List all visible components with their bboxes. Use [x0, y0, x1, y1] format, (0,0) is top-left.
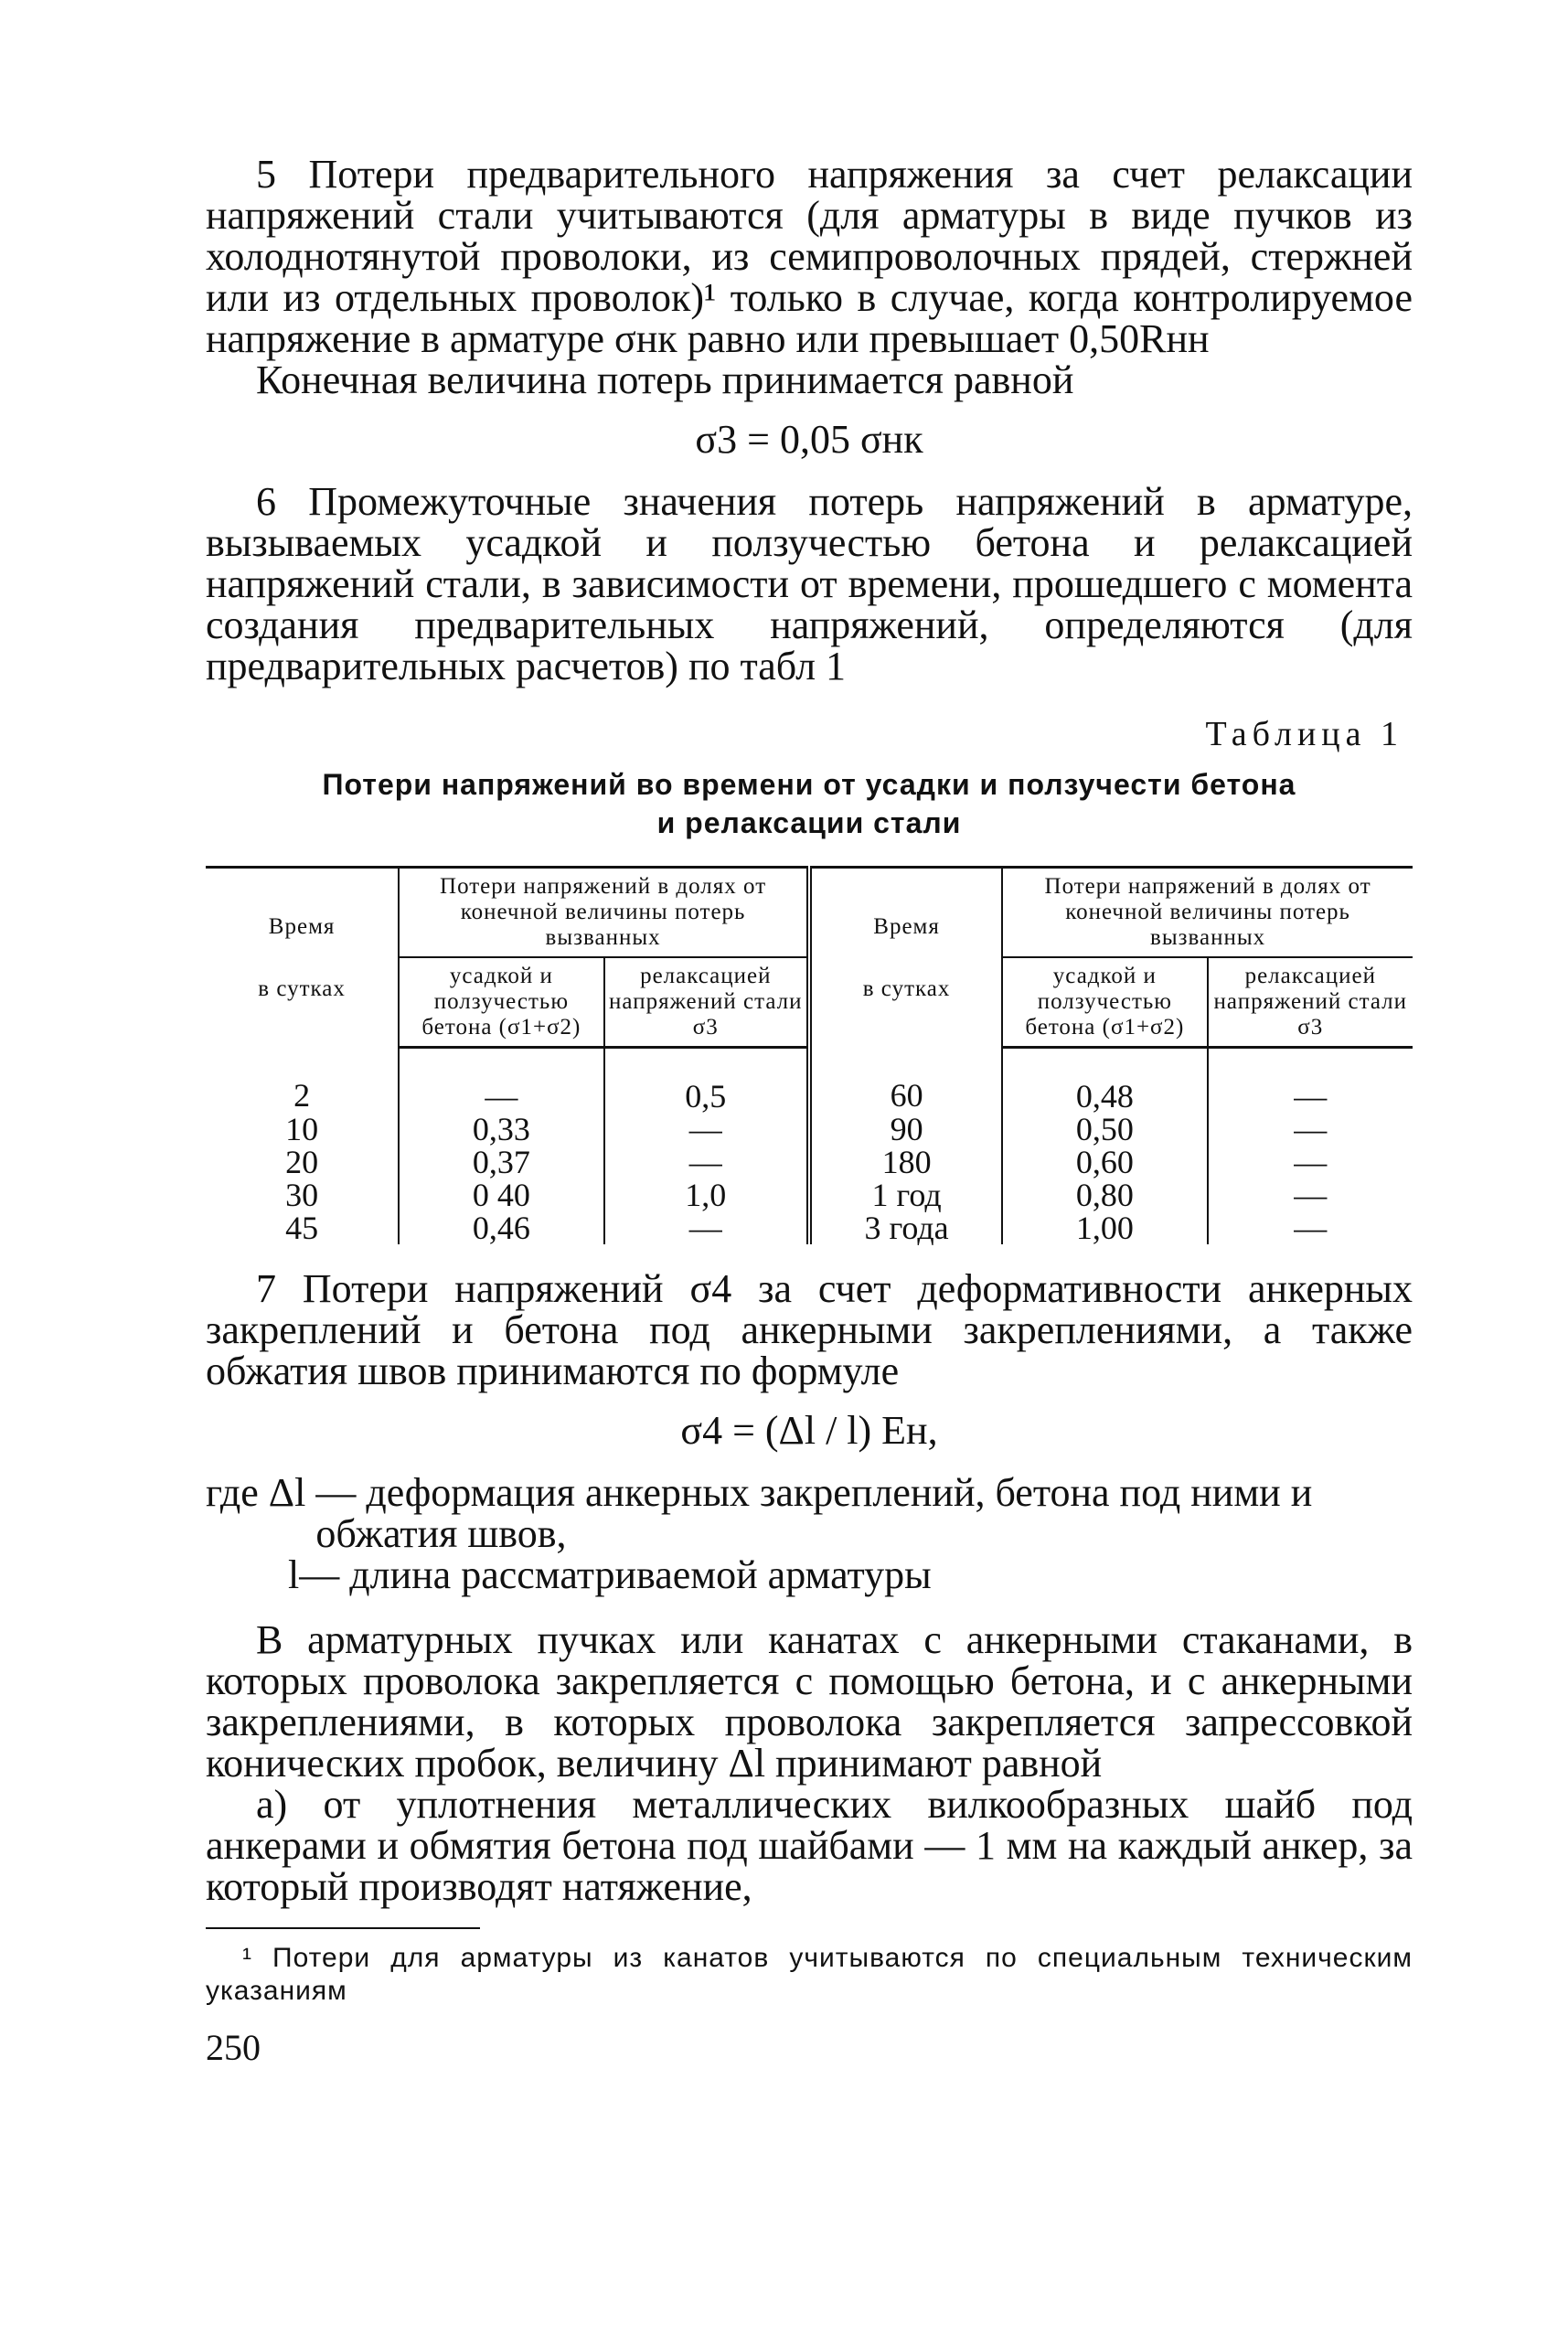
header-shrink-left: усадкой и ползучестью бетона (σ1+σ2) [399, 957, 603, 1048]
header-relax-right: релаксацией напряжений стали σ3 [1208, 957, 1413, 1048]
definition-delta-l: где Δl — деформация анкерных закреплений, бетона под ними и обжатия швов, [206, 1470, 1313, 1556]
definitions [206, 1472, 1413, 1595]
paragraph-8: В арматурных пучках или канатах с анкерными стаканами, в которых проволока закрепляется с помощью бетона, и с анкерными закреплениями, в которых проволока закрепляется запрессовкой конических пробок, величину Δl принимают равной [206, 1617, 1413, 1786]
table-row: 2 — 0,5 60 0,48 — [206, 1048, 1413, 1114]
header-time-left: Время в сутках [206, 868, 399, 1048]
definition-l: l — длина рассматриваемой арматуры [288, 1552, 932, 1597]
spacer [206, 1244, 1413, 1268]
paragraph-7: 7 Потери напряжений σ4 за счет деформативности анкерных закреплений и бетона под анкерными закреплениями, а также обжатия швов принимаются по формуле [206, 1266, 1413, 1393]
formula-sigma-3: σ3 = 0,05 σнк [695, 417, 923, 462]
paragraph-6: 6 Промежуточные значения потерь напряжений в арматуре, вызываемых усадкой и ползучестью бетона и релаксацией напряжений стали, в зависимости от времени, прошедшего с момента создания предварительных напряжений, определяются (для предварительных расчетов) по табл 1 [206, 479, 1413, 688]
table-caption: Таблица 1 [1205, 715, 1403, 753]
table-row: 10 0,33 — 90 0,50 — [206, 1113, 1413, 1146]
header-shrink-right: усадкой и ползучестью бетона (σ1+σ2) [1002, 957, 1207, 1048]
header-relax-left: релаксацией напряжений стали σ3 [604, 957, 809, 1048]
table-title [206, 765, 1413, 842]
table-row: 20 0,37 — 180 0,60 — [206, 1146, 1413, 1178]
paragraph-8a: а) от уплотнения металлических вилкообразных шайб под анкерами и обмятия бетона под шайбами — 1 мм на каждый анкер, за который производят натяжение, [206, 1782, 1413, 1909]
table-row: 30 0 40 1,0 1 год 0,80 — [206, 1178, 1413, 1211]
page-number: 250 [206, 2027, 261, 2068]
spacer [206, 1595, 1413, 1619]
footnote-divider [206, 1927, 480, 1929]
table-title-line-2: и релаксации стали [656, 806, 962, 839]
formula-sigma-4: σ4 = (Δl / l) Eн, [680, 1408, 938, 1453]
table-title-line-1: Потери напряжений во времени от усадки и ползучести бетона [322, 768, 1296, 801]
page-content [206, 154, 1413, 2069]
paragraph-5-continued: Конечная величина потерь принимается равной [256, 357, 1074, 402]
footnote: ¹ Потери для арматуры из канатов учитываются по специальным техническим указаниям [206, 1943, 1413, 2006]
header-time-right: Время в сутках [809, 868, 1002, 1048]
loss-table [206, 866, 1413, 1244]
table-row: 45 0,46 — 3 года 1,00 — [206, 1211, 1413, 1244]
paragraph-5: 5 Потери предварительного напряжения за счет релаксации напряжений стали учитываются (для арматуры в виде пучков из холоднотянутой проволоки, из семипроволочных прядей, стержней или из отдельных проволок)¹ только в случае, когда контролируемое напряжение в арматуре σнк равно или превышает 0,50Rнн [206, 152, 1413, 361]
header-group-right: Потери напряжений в долях от конечной величины потерь вызванных [1002, 868, 1413, 958]
header-group-left: Потери напряжений в долях от конечной величины потерь вызванных [399, 868, 809, 958]
